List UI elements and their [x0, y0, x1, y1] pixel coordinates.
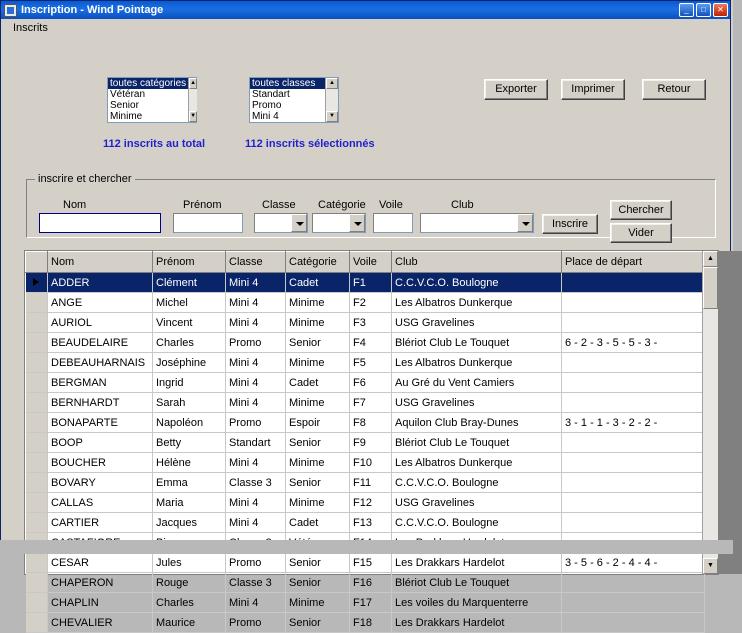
scroll-up-icon[interactable]: ▲ [326, 78, 338, 89]
column-header-classe[interactable]: Classe [226, 252, 286, 273]
window-controls [679, 3, 728, 17]
current-row-arrow-icon [33, 278, 39, 286]
cell-classe[interactable]: Promo [226, 613, 286, 633]
cell-prenom[interactable]: Rouge [153, 573, 226, 593]
cell-classe[interactable]: Standart [226, 433, 286, 453]
vider-button[interactable]: Vider [610, 223, 672, 243]
cell-place[interactable] [562, 293, 705, 313]
row-marker[interactable] [26, 513, 48, 533]
label-classe: Classe [262, 199, 296, 211]
row-marker[interactable] [26, 573, 48, 593]
classes-option-3[interactable]: Mini 4 [252, 111, 279, 122]
cell-place[interactable] [562, 373, 705, 393]
cell-categorie[interactable]: Senior [286, 553, 350, 573]
cell-voile[interactable]: F11 [350, 473, 392, 493]
cell-categorie[interactable]: Cadet [286, 373, 350, 393]
row-marker[interactable] [26, 333, 48, 353]
cell-classe[interactable]: Mini 4 [226, 593, 286, 613]
row-marker[interactable] [26, 413, 48, 433]
desktop-background [0, 540, 733, 554]
label-club: Club [451, 199, 474, 211]
cell-place[interactable] [562, 473, 705, 493]
cell-voile[interactable]: F2 [350, 293, 392, 313]
scroll-down-icon[interactable]: ▼ [326, 111, 338, 122]
cell-voile[interactable]: F10 [350, 453, 392, 473]
voile-input[interactable] [373, 213, 413, 233]
selected-count-label: 112 inscrits sélectionnés [245, 138, 375, 150]
chevron-down-icon[interactable] [349, 214, 365, 232]
cell-club[interactable]: Les Drakkars Hardelot [392, 553, 562, 573]
row-marker[interactable] [26, 273, 48, 293]
cell-place[interactable] [562, 393, 705, 413]
cell-prenom[interactable]: Charles [153, 333, 226, 353]
categories-option-1[interactable]: Vétéran [110, 89, 146, 100]
cell-classe[interactable]: Promo [226, 333, 286, 353]
cell-voile[interactable]: F3 [350, 313, 392, 333]
print-button[interactable]: Imprimer [561, 79, 625, 100]
cell-categorie[interactable]: Senior [286, 433, 350, 453]
cell-classe[interactable]: Mini 4 [226, 393, 286, 413]
maximize-button[interactable]: □ [696, 3, 711, 17]
cell-classe[interactable]: Mini 4 [226, 293, 286, 313]
row-marker[interactable] [26, 553, 48, 573]
cell-classe[interactable]: Mini 4 [226, 493, 286, 513]
cell-prenom[interactable]: Betty [153, 433, 226, 453]
cell-nom[interactable]: CHEVALIER [48, 613, 153, 633]
cell-club[interactable]: C.C.V.C.O. Boulogne [392, 513, 562, 533]
cell-prenom[interactable]: Jules [153, 553, 226, 573]
table-row[interactable] [26, 553, 705, 573]
cell-nom[interactable]: CALLAS [48, 493, 153, 513]
scroll-thumb[interactable] [703, 267, 718, 309]
table-row[interactable] [26, 573, 705, 593]
classes-option-0[interactable]: toutes classes [250, 78, 325, 89]
cell-categorie[interactable]: Senior [286, 333, 350, 353]
inscrire-button[interactable]: Inscrire [542, 214, 598, 234]
cell-prenom[interactable]: Napoléon [153, 413, 226, 433]
cell-voile[interactable]: F5 [350, 353, 392, 373]
cell-club[interactable]: Au Gré du Vent Camiers [392, 373, 562, 393]
cell-classe[interactable]: Mini 4 [226, 313, 286, 333]
cell-club[interactable]: USG Gravelines [392, 313, 562, 333]
menu-item-inscrits[interactable]: Inscrits [13, 21, 48, 34]
inscrits-table [25, 251, 705, 633]
cell-club[interactable]: Les voiles du Marquenterre [392, 593, 562, 613]
cell-place[interactable] [562, 573, 705, 593]
categories-options [108, 78, 188, 122]
cell-classe[interactable]: Mini 4 [226, 453, 286, 473]
cell-nom[interactable]: ADDER [48, 273, 153, 293]
cell-classe[interactable]: Mini 4 [226, 373, 286, 393]
categorie-select[interactable] [312, 213, 366, 233]
table-header-row [26, 252, 705, 273]
cell-categorie[interactable]: Espoir [286, 413, 350, 433]
cell-nom[interactable]: CESAR [48, 553, 153, 573]
table-row[interactable] [26, 333, 705, 353]
scroll-up-icon[interactable]: ▲ [189, 78, 197, 89]
cell-place[interactable] [562, 313, 705, 333]
column-header-rowmark[interactable] [26, 252, 48, 273]
cell-categorie[interactable]: Senior [286, 613, 350, 633]
cell-voile[interactable]: F8 [350, 413, 392, 433]
cell-place[interactable] [562, 453, 705, 473]
table-row[interactable] [26, 293, 705, 313]
grid-vertical-scrollbar[interactable] [702, 251, 718, 574]
cell-voile[interactable]: F9 [350, 433, 392, 453]
cell-categorie[interactable]: Minime [286, 293, 350, 313]
cell-categorie[interactable]: Minime [286, 393, 350, 413]
cell-categorie[interactable]: Minime [286, 353, 350, 373]
table-body [26, 273, 705, 633]
cell-classe[interactable]: Classe 3 [226, 473, 286, 493]
cell-club[interactable]: C.C.V.C.O. Boulogne [392, 273, 562, 293]
cell-categorie[interactable]: Minime [286, 313, 350, 333]
label-prenom: Prénom [183, 199, 222, 211]
table-row[interactable] [26, 373, 705, 393]
cell-categorie[interactable]: Cadet [286, 273, 350, 293]
table-row[interactable] [26, 613, 705, 633]
chercher-button[interactable]: Chercher [610, 200, 672, 220]
classe-select-value [255, 214, 291, 232]
cell-place[interactable]: 3 - 1 - 1 - 3 - 2 - 2 - [562, 413, 705, 433]
cell-club[interactable]: USG Gravelines [392, 393, 562, 413]
scroll-track[interactable] [326, 89, 338, 111]
cell-place[interactable]: 6 - 2 - 3 - 5 - 5 - 3 - [562, 333, 705, 353]
classes-options [250, 78, 325, 122]
table-row[interactable] [26, 413, 705, 433]
categories-option-2[interactable]: Senior [110, 100, 139, 111]
cell-voile[interactable]: F6 [350, 373, 392, 393]
cell-prenom[interactable]: Jacques [153, 513, 226, 533]
cell-classe[interactable]: Mini 4 [226, 513, 286, 533]
table-row[interactable] [26, 453, 705, 473]
club-select-value [421, 214, 517, 232]
column-header-place[interactable]: Place de départ [562, 252, 705, 273]
cell-prenom[interactable]: Michel [153, 293, 226, 313]
cell-voile[interactable]: F16 [350, 573, 392, 593]
row-marker[interactable] [26, 373, 48, 393]
cell-club[interactable]: Les Drakkars Hardelot [392, 613, 562, 633]
cell-place[interactable]: 3 - 5 - 6 - 2 - 4 - 4 - [562, 553, 705, 573]
categories-option-3[interactable]: Minime [110, 111, 143, 122]
cell-categorie[interactable]: Minime [286, 453, 350, 473]
row-marker[interactable] [26, 353, 48, 373]
cell-nom[interactable]: BERGMAN [48, 373, 153, 393]
cell-nom[interactable]: CHAPERON [48, 573, 153, 593]
cell-nom[interactable]: BONAPARTE [48, 413, 153, 433]
cell-nom[interactable]: DEBEAUHARNAIS [48, 353, 153, 373]
categories-scrollbar[interactable] [188, 78, 197, 122]
prenom-input[interactable] [173, 213, 243, 233]
table-row[interactable] [26, 433, 705, 453]
row-marker[interactable] [26, 473, 48, 493]
cell-prenom[interactable]: Sarah [153, 393, 226, 413]
cell-prenom[interactable]: Charles [153, 593, 226, 613]
cell-prenom[interactable]: Ingrid [153, 373, 226, 393]
scroll-down-icon[interactable]: ▼ [189, 111, 197, 122]
table-row[interactable] [26, 393, 705, 413]
categorie-select-value [313, 214, 349, 232]
cell-prenom[interactable]: Joséphine [153, 353, 226, 373]
cell-club[interactable]: Aquilon Club Bray-Dunes [392, 413, 562, 433]
cell-classe[interactable]: Mini 4 [226, 273, 286, 293]
table-row[interactable] [26, 593, 705, 613]
cell-nom[interactable]: AURIOL [48, 313, 153, 333]
cell-voile[interactable]: F4 [350, 333, 392, 353]
cell-club[interactable]: Blériot Club Le Touquet [392, 573, 562, 593]
cell-club[interactable]: Les Albatros Dunkerque [392, 453, 562, 473]
cell-place[interactable] [562, 433, 705, 453]
row-marker[interactable] [26, 313, 48, 333]
minimize-button[interactable]: _ [679, 3, 694, 17]
cell-nom[interactable]: CHAPLIN [48, 593, 153, 613]
row-marker[interactable] [26, 433, 48, 453]
cell-voile[interactable]: F15 [350, 553, 392, 573]
cell-categorie[interactable]: Minime [286, 493, 350, 513]
cell-prenom[interactable]: Maria [153, 493, 226, 513]
cell-voile[interactable]: F18 [350, 613, 392, 633]
label-categorie: Catégorie [318, 199, 366, 211]
inscrits-grid[interactable] [24, 250, 719, 629]
scroll-down-icon[interactable]: ▼ [703, 558, 718, 574]
column-header-categorie[interactable]: Catégorie [286, 252, 350, 273]
column-header-club[interactable]: Club [392, 252, 562, 273]
cell-place[interactable] [562, 593, 705, 613]
column-header-nom[interactable]: Nom [48, 252, 153, 273]
cell-voile[interactable]: F7 [350, 393, 392, 413]
cell-nom[interactable]: BEAUDELAIRE [48, 333, 153, 353]
classes-option-1[interactable]: Standart [252, 89, 290, 100]
window-icon [4, 4, 17, 17]
table-row[interactable] [26, 313, 705, 333]
club-select[interactable] [420, 213, 534, 233]
cell-classe[interactable]: Mini 4 [226, 353, 286, 373]
table-row[interactable] [26, 353, 705, 373]
cell-place[interactable] [562, 273, 705, 293]
column-header-voile[interactable]: Voile [350, 252, 392, 273]
cell-club[interactable]: Blériot Club Le Touquet [392, 333, 562, 353]
cell-place[interactable] [562, 513, 705, 533]
cell-prenom[interactable]: Vincent [153, 313, 226, 333]
cell-nom[interactable]: CARTIER [48, 513, 153, 533]
cell-place[interactable] [562, 493, 705, 513]
cell-nom[interactable]: BOOP [48, 433, 153, 453]
classes-option-2[interactable]: Promo [252, 100, 282, 111]
row-marker[interactable] [26, 613, 48, 633]
cell-voile[interactable]: F13 [350, 513, 392, 533]
cell-nom[interactable]: BOUCHER [48, 453, 153, 473]
chevron-down-icon[interactable] [291, 214, 307, 232]
cell-prenom[interactable]: Emma [153, 473, 226, 493]
row-marker[interactable] [26, 493, 48, 513]
categories-option-0[interactable]: toutes catégories [110, 78, 187, 89]
row-marker[interactable] [26, 593, 48, 613]
table-row[interactable] [26, 513, 705, 533]
cell-categorie[interactable]: Senior [286, 473, 350, 493]
total-count-label: 112 inscrits au total [103, 138, 206, 150]
nom-input[interactable] [39, 213, 161, 233]
cell-classe[interactable]: Classe 3 [226, 573, 286, 593]
cell-club[interactable]: USG Gravelines [392, 493, 562, 513]
column-header-prenom[interactable]: Prénom [153, 252, 226, 273]
row-marker[interactable] [26, 393, 48, 413]
classe-select[interactable] [254, 213, 308, 233]
menu-bar [1, 19, 730, 37]
search-group-title: inscrire et chercher [35, 173, 135, 185]
label-voile: Voile [379, 199, 403, 211]
classes-scrollbar[interactable] [325, 78, 338, 122]
cell-prenom[interactable]: Clément [153, 273, 226, 293]
cell-place[interactable] [562, 613, 705, 633]
cell-prenom[interactable]: Hélène [153, 453, 226, 473]
cell-categorie[interactable]: Senior [286, 573, 350, 593]
table-row[interactable] [26, 493, 705, 513]
cell-place[interactable] [562, 353, 705, 373]
cell-categorie[interactable]: Minime [286, 593, 350, 613]
table-row[interactable] [26, 273, 705, 293]
table-row[interactable] [26, 473, 705, 493]
cell-categorie[interactable]: Cadet [286, 513, 350, 533]
chevron-down-icon[interactable] [517, 214, 533, 232]
cell-nom[interactable]: BERNHARDT [48, 393, 153, 413]
cell-club[interactable]: Blériot Club Le Touquet [392, 433, 562, 453]
back-button[interactable]: Retour [642, 79, 706, 100]
cell-club[interactable]: Les Albatros Dunkerque [392, 353, 562, 373]
cell-club[interactable]: C.C.V.C.O. Boulogne [392, 473, 562, 493]
categories-listbox[interactable] [107, 77, 197, 123]
title-bar [1, 1, 730, 19]
export-button[interactable]: Exporter [484, 79, 548, 100]
row-marker[interactable] [26, 453, 48, 473]
classes-listbox[interactable] [249, 77, 339, 123]
cell-classe[interactable]: Promo [226, 553, 286, 573]
close-button[interactable]: ✕ [713, 3, 728, 17]
scroll-track[interactable] [189, 89, 197, 111]
cell-prenom[interactable]: Maurice [153, 613, 226, 633]
cell-voile[interactable]: F17 [350, 593, 392, 613]
cell-club[interactable]: Les Albatros Dunkerque [392, 293, 562, 313]
window-title: Inscription - Wind Pointage [21, 4, 164, 16]
row-marker[interactable] [26, 293, 48, 313]
cell-classe[interactable]: Promo [226, 413, 286, 433]
cell-voile[interactable]: F12 [350, 493, 392, 513]
label-nom: Nom [63, 199, 87, 211]
cell-nom[interactable]: BOVARY [48, 473, 153, 493]
content-area [1, 37, 730, 629]
cell-voile[interactable]: F1 [350, 273, 392, 293]
scroll-up-icon[interactable]: ▲ [703, 251, 718, 267]
cell-nom[interactable]: ANGE [48, 293, 153, 313]
